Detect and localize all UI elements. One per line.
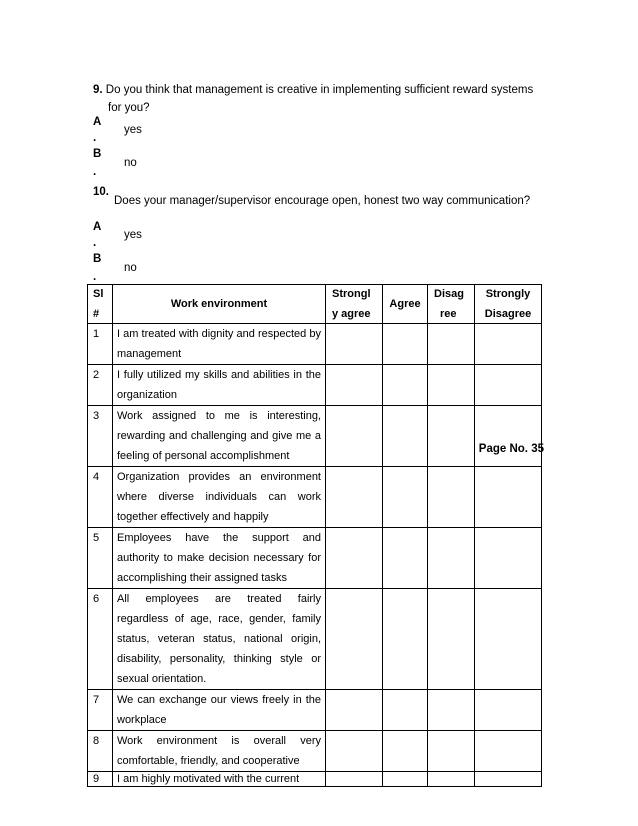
table-row [88,406,542,467]
table-row [88,731,542,772]
table-row [88,589,542,690]
question-10-number: 10. [93,186,109,198]
q9-option-b-letter: B [93,148,102,160]
table-row [88,324,542,365]
strongly-disagree-cell[interactable] [475,365,542,406]
table-row [88,365,542,406]
strongly-disagree-cell[interactable] [475,406,542,467]
disagree-cell[interactable] [428,772,475,787]
row-number: 2 [88,365,113,406]
question-9-text: Do you think that management is creative in implementing sufficient reward systems [105,84,534,96]
row-number: 6 [88,589,113,690]
row-statement: I am treated with dignity and respected by management [113,324,326,365]
q10-option-b-label: no [124,262,137,274]
row-statement: I am highly motivated with the current [113,772,326,787]
page-number: Page No. 35 [478,443,544,455]
strongly-agree-cell[interactable] [326,731,383,772]
header-strongly-agree: Strongl y agree [326,285,383,324]
row-number: 4 [88,467,113,528]
q9-option-a-dot: . [93,132,97,144]
agree-cell[interactable] [383,772,428,787]
header-work-environment: Work environment [113,285,326,324]
strongly-disagree-cell[interactable] [475,324,542,365]
table-row [88,690,542,731]
q10-option-a-dot: . [93,237,97,249]
work-environment-table [87,284,542,467]
row-statement: Work environment is overall very comfortable, friendly, and cooperative [113,731,326,772]
row-number: 7 [88,690,113,731]
strongly-disagree-cell[interactable] [475,772,542,787]
strongly-disagree-cell[interactable] [475,731,542,772]
strongly-agree-cell[interactable] [326,467,383,528]
strongly-agree-cell[interactable] [326,528,383,589]
row-statement: Work assigned to me is interesting, rewarding and challenging and give me a feeling of personal accomplishment [113,406,326,467]
agree-cell[interactable] [383,528,428,589]
disagree-cell[interactable] [428,528,475,589]
disagree-cell[interactable] [428,467,475,528]
row-number: 9 [88,772,113,787]
q9-option-b-label: no [124,157,137,169]
agree-cell[interactable] [383,589,428,690]
disagree-cell[interactable] [428,731,475,772]
question-9-text-cont: for you? [108,102,150,114]
strongly-agree-cell[interactable] [326,365,383,406]
row-statement: Employees have the support and authority to make decision necessary for accomplishing their assigned tasks [113,528,326,589]
header-agree: Agree [383,285,428,324]
agree-cell[interactable] [383,406,428,467]
row-number: 3 [88,406,113,467]
question-9-number: 9. [93,84,103,96]
agree-cell[interactable] [383,467,428,528]
disagree-cell[interactable] [428,365,475,406]
question-9 [93,84,533,96]
strongly-disagree-cell[interactable] [475,528,542,589]
table-row [88,467,542,528]
row-statement: All employees are treated fairly regardless of age, race, gender, family status, veteran status, national origin, disability, personality, thinking style or sexual orientation. [113,589,326,690]
strongly-disagree-cell[interactable] [475,589,542,690]
work-environment-table-continued [87,466,542,787]
strongly-agree-cell[interactable] [326,406,383,467]
q9-option-a-label: yes [124,124,142,136]
row-number: 5 [88,528,113,589]
row-statement: Organization provides an environment where diverse individuals can work together effectively and happily [113,467,326,528]
disagree-cell[interactable] [428,406,475,467]
q10-option-b-dot: . [93,271,97,283]
table-row [88,772,542,787]
strongly-disagree-cell[interactable] [475,690,542,731]
agree-cell[interactable] [383,324,428,365]
disagree-cell[interactable] [428,690,475,731]
strongly-disagree-cell[interactable] [475,467,542,528]
strongly-agree-cell[interactable] [326,772,383,787]
strongly-agree-cell[interactable] [326,589,383,690]
header-disagree: Disag ree [428,285,475,324]
strongly-agree-cell[interactable] [326,324,383,365]
q9-option-a-letter: A [93,116,102,128]
row-statement: I fully utilized my skills and abilities in the organization [113,365,326,406]
row-statement: We can exchange our views freely in the workplace [113,690,326,731]
header-sl: Sl # [88,285,113,324]
q10-option-a-label: yes [124,229,142,241]
disagree-cell[interactable] [428,324,475,365]
strongly-agree-cell[interactable] [326,690,383,731]
q10-option-a-letter: A [93,221,102,233]
q9-option-b-dot: . [93,166,97,178]
question-10-text: Does your manager/supervisor encourage open, honest two way communication? [114,195,531,207]
row-number: 8 [88,731,113,772]
row-number: 1 [88,324,113,365]
agree-cell[interactable] [383,731,428,772]
q10-option-b-letter: B [93,253,102,265]
table-row [88,528,542,589]
disagree-cell[interactable] [428,589,475,690]
table-header-row [88,285,542,324]
header-strongly-disagree: Strongly Disagree [475,285,542,324]
agree-cell[interactable] [383,365,428,406]
agree-cell[interactable] [383,690,428,731]
